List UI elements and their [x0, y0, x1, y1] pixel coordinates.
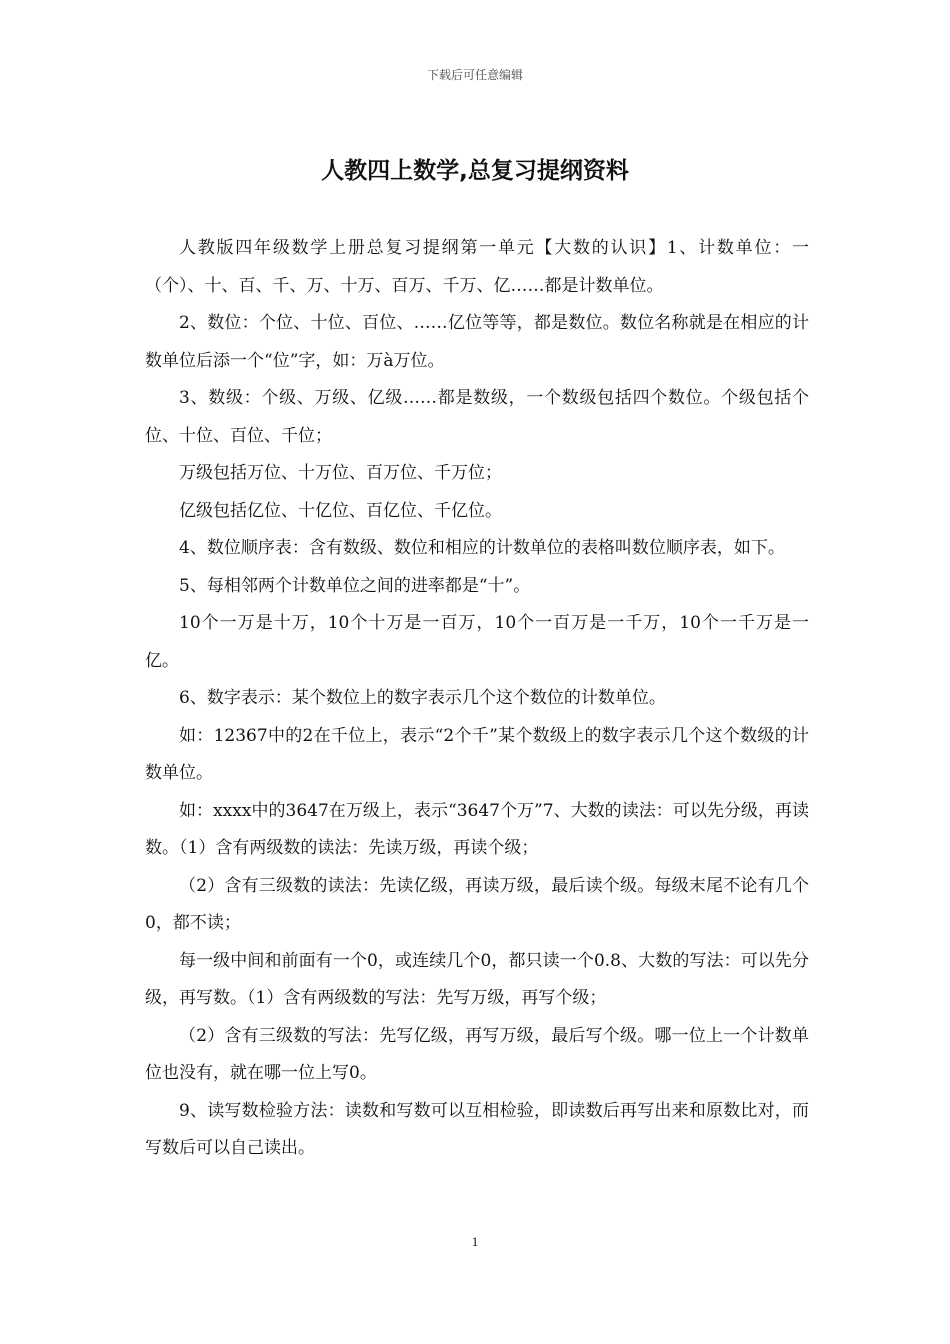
- paragraph-2: 2、数位：个位、十位、百位、……亿位等等，都是数位。数位名称就是在相应的计数单位后添一个“位”字，如：万à万位。: [145, 313, 809, 371]
- paragraph-7: 5、每相邻两个计数单位之间的进率都是“十”。: [179, 575, 531, 596]
- paragraph-5: 亿级包括亿位、十亿位、百亿位、千亿位。: [179, 500, 502, 521]
- paragraph-10: 如：12367中的2在千位上，表示“2个千”某个数级上的数字表示几个这个数级的计数单位。: [145, 725, 809, 783]
- page-number: 1: [471, 1234, 479, 1249]
- page-header: 下载后可任意编辑: [426, 68, 523, 82]
- paragraph-1: 人教版四年级数学上册总复习提纲第一单元【大数的认识】1、计数单位：一（个）、十、百、千、万、十万、百万、千万、亿……都是计数单位。: [145, 238, 809, 296]
- paragraph-12: （2）含有三级数的读法：先读亿级，再读万级，最后读个级。每级末尾不论有几个0，都不读；: [145, 875, 809, 933]
- document-body: [145, 230, 809, 1168]
- paragraph-13: 每一级中间和前面有一个0，或连续几个0，都只读一个0.8、大数的写法：可以先分级，再写数。（1）含有两级数的写法：先写万级，再写个级；: [145, 950, 809, 1008]
- paragraph-14: （2）含有三级数的写法：先写亿级，再写万级，最后写个级。哪一位上一个计数单位也没有，就在哪一位上写0。: [145, 1025, 809, 1083]
- document-title: 人教四上数学,总复习提纲资料: [321, 158, 629, 184]
- paragraph-11: 如：xxxx中的3647在万级上，表示“3647个万”7、大数的读法：可以先分级，再读数。（1）含有两级数的读法：先读万级，再读个级；: [145, 800, 809, 858]
- paragraph-15: 9、读写数检验方法：读数和写数可以互相检验，即读数后再写出来和原数比对，而写数后可以自己读出。: [145, 1100, 809, 1158]
- paragraph-6: 4、数位顺序表：含有数级、数位和相应的计数单位的表格叫数位顺序表，如下。: [179, 538, 785, 558]
- paragraph-9: 6、数字表示：某个数位上的数字表示几个这个数位的计数单位。: [179, 688, 666, 708]
- paragraph-8: 10个一万是十万，10个十万是一百万，10个一百万是一千万，10个一千万是一亿。: [145, 613, 809, 671]
- paragraph-3: 3、数级：个级、万级、亿级……都是数级，一个数级包括四个数位。个级包括个位、十位、百位、千位；: [145, 388, 809, 446]
- paragraph-4: 万级包括万位、十万位、百万位、千万位；: [179, 463, 502, 483]
